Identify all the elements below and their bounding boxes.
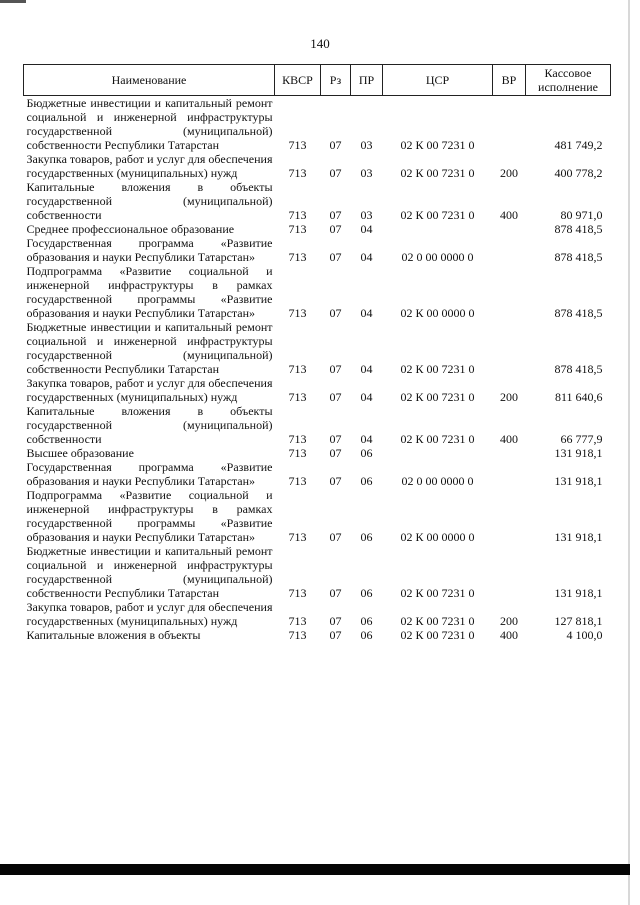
row-csr: 02 К 00 7231 0 — [400, 390, 475, 404]
row-rz: 07 — [329, 614, 342, 628]
row-rz: 07 — [329, 306, 342, 320]
row-sum: 878 418,5 — [554, 306, 603, 320]
row-pr: 06 — [360, 474, 373, 488]
row-name: Подпрограмма «Развитие социальной и инженерной инфраструктуры в рамках государственной программы «Развитие образования и науки Республики Татарстан» — [26, 264, 273, 320]
row-kvsr: 713 — [288, 614, 307, 628]
row-sum: 127 818,1 — [554, 614, 603, 628]
row-sum: 811 640,6 — [554, 390, 603, 404]
row-pr: 06 — [360, 446, 373, 460]
row-sum: 131 918,1 — [554, 586, 603, 600]
row-rz: 07 — [329, 432, 342, 446]
row-vr — [493, 544, 526, 600]
row-kvsr: 713 — [288, 446, 307, 460]
row-csr: 02 К 00 7231 0 — [400, 586, 475, 600]
table-row — [24, 446, 611, 460]
row-kvsr: 713 — [288, 530, 307, 544]
row-pr: 06 — [360, 586, 373, 600]
row-sum: 878 418,5 — [554, 222, 603, 236]
row-csr: 02 К 00 7231 0 — [400, 432, 475, 446]
row-kvsr: 713 — [288, 250, 307, 264]
row-csr: 02 К 00 7231 0 — [400, 614, 475, 628]
row-pr: 03 — [360, 208, 373, 222]
row-vr: 400 — [500, 432, 518, 446]
row-vr: 200 — [500, 614, 518, 628]
table-row — [24, 96, 611, 153]
row-name: Капитальные вложения в объекты государственной (муниципальной) собственности — [26, 180, 273, 222]
row-name: Государственная программа «Развитие образования и науки Республики Татарстан» — [26, 236, 273, 264]
header-sum-line1: Кассовое — [544, 66, 592, 80]
row-kvsr: 713 — [288, 306, 307, 320]
row-kvsr: 713 — [288, 432, 307, 446]
row-rz: 07 — [329, 222, 342, 236]
row-rz: 07 — [329, 474, 342, 488]
row-rz: 07 — [329, 362, 342, 376]
row-name: Закупка товаров, работ и услуг для обеспечения государственных (муниципальных) нужд — [26, 600, 273, 628]
row-csr: 02 0 00 0000 0 — [401, 250, 474, 264]
row-rz: 07 — [329, 138, 342, 152]
row-sum: 80 971,0 — [560, 208, 603, 222]
row-pr: 04 — [360, 250, 373, 264]
row-csr: 02 К 00 7231 0 — [400, 138, 475, 152]
row-rz: 07 — [329, 586, 342, 600]
table-row — [24, 222, 611, 236]
row-name: Закупка товаров, работ и услуг для обеспечения государственных (муниципальных) нужд — [26, 376, 273, 404]
row-sum: 878 418,5 — [554, 250, 603, 264]
row-kvsr: 713 — [288, 138, 307, 152]
budget-table — [23, 64, 611, 642]
row-rz: 07 — [329, 390, 342, 404]
row-csr: 02 0 00 0000 0 — [401, 474, 474, 488]
row-sum: 131 918,1 — [554, 446, 603, 460]
row-pr: 06 — [360, 614, 373, 628]
header-name: Наименование — [24, 65, 275, 96]
row-name: Капитальные вложения в объекты государственной (муниципальной) собственности — [26, 404, 273, 446]
table-row — [24, 264, 611, 320]
row-kvsr: 713 — [288, 586, 307, 600]
row-pr: 04 — [360, 306, 373, 320]
header-rz: Рз — [321, 65, 351, 96]
row-vr — [493, 460, 526, 488]
row-rz: 07 — [329, 166, 342, 180]
row-sum: 878 418,5 — [554, 362, 603, 376]
row-vr — [493, 488, 526, 544]
row-name: Бюджетные инвестиции и капитальный ремонт социальной и инженерной инфраструктуры государственной (муниципальной) собственности Республики Татарстан — [26, 544, 273, 600]
row-kvsr: 713 — [288, 208, 307, 222]
row-csr: 02 К 00 0000 0 — [400, 306, 475, 320]
table-row — [24, 320, 611, 376]
row-kvsr: 713 — [288, 362, 307, 376]
row-name: Высшее образование — [26, 446, 134, 460]
row-name: Подпрограмма «Развитие социальной и инженерной инфраструктуры в рамках государственной программы «Развитие образования и науки Республики Татарстан» — [26, 488, 273, 544]
row-kvsr: 713 — [288, 628, 307, 642]
row-pr: 03 — [360, 166, 373, 180]
row-vr: 400 — [500, 208, 518, 222]
row-kvsr: 713 — [288, 474, 307, 488]
row-csr: 02 К 00 7231 0 — [400, 362, 475, 376]
row-vr — [493, 264, 526, 320]
row-pr: 04 — [360, 432, 373, 446]
header-sum — [526, 65, 611, 96]
table-row — [24, 180, 611, 222]
table-body — [24, 96, 611, 643]
row-vr — [493, 236, 526, 264]
header-pr: ПР — [351, 65, 383, 96]
row-name: Закупка товаров, работ и услуг для обеспечения государственных (муниципальных) нужд — [26, 152, 273, 180]
row-csr — [383, 222, 493, 236]
row-csr: 02 К 00 7231 0 — [400, 208, 475, 222]
row-rz: 07 — [329, 250, 342, 264]
row-kvsr: 713 — [288, 222, 307, 236]
table-row — [24, 404, 611, 446]
row-vr — [493, 320, 526, 376]
row-name: Бюджетные инвестиции и капитальный ремонт социальной и инженерной инфраструктуры государственной (муниципальной) собственности Республики Татарстан — [26, 320, 273, 376]
row-vr: 400 — [500, 628, 518, 642]
row-vr — [493, 96, 526, 153]
scan-bottom-bar — [0, 864, 630, 875]
row-sum: 400 778,2 — [554, 166, 603, 180]
row-pr: 04 — [360, 362, 373, 376]
row-vr — [493, 222, 526, 236]
row-rz: 07 — [329, 530, 342, 544]
row-sum: 131 918,1 — [554, 530, 603, 544]
row-csr — [383, 446, 493, 460]
header-kvsr: КВСР — [275, 65, 321, 96]
row-rz: 07 — [329, 208, 342, 222]
table-row — [24, 600, 611, 628]
row-pr: 04 — [360, 222, 373, 236]
table-row — [24, 488, 611, 544]
row-name: Государственная программа «Развитие образования и науки Республики Татарстан» — [26, 460, 273, 488]
row-sum: 66 777,9 — [560, 432, 603, 446]
table-row — [24, 544, 611, 600]
row-vr: 200 — [500, 166, 518, 180]
table-row — [24, 236, 611, 264]
row-kvsr: 713 — [288, 390, 307, 404]
table-row — [24, 460, 611, 488]
row-rz: 07 — [329, 628, 342, 642]
row-kvsr: 713 — [288, 166, 307, 180]
row-pr: 04 — [360, 390, 373, 404]
row-vr — [493, 446, 526, 460]
row-pr: 06 — [360, 530, 373, 544]
row-name: Среднее профессиональное образование — [26, 222, 235, 236]
table-row — [24, 152, 611, 180]
scan-right-edge — [628, 0, 630, 905]
header-csr: ЦСР — [383, 65, 493, 96]
row-vr: 200 — [500, 390, 518, 404]
page-number: 140 — [310, 36, 330, 51]
table-header — [24, 65, 611, 96]
row-csr: 02 К 00 7231 0 — [400, 166, 475, 180]
header-row — [24, 65, 611, 96]
row-sum: 4 100,0 — [566, 628, 603, 642]
header-vr: ВР — [493, 65, 526, 96]
row-sum: 131 918,1 — [554, 474, 603, 488]
scan-corner-mark — [0, 0, 26, 3]
row-name: Капитальные вложения в объекты — [26, 628, 201, 642]
table-row — [24, 376, 611, 404]
row-pr: 03 — [360, 138, 373, 152]
row-csr: 02 К 00 7231 0 — [400, 628, 475, 642]
row-name: Бюджетные инвестиции и капитальный ремонт социальной и инженерной инфраструктуры государственной (муниципальной) собственности Республики Татарстан — [26, 96, 273, 152]
header-sum-line2: исполнение — [538, 80, 598, 94]
row-csr: 02 К 00 0000 0 — [400, 530, 475, 544]
table-row — [24, 628, 611, 642]
row-sum: 481 749,2 — [554, 138, 603, 152]
row-pr: 06 — [360, 628, 373, 642]
row-rz: 07 — [329, 446, 342, 460]
